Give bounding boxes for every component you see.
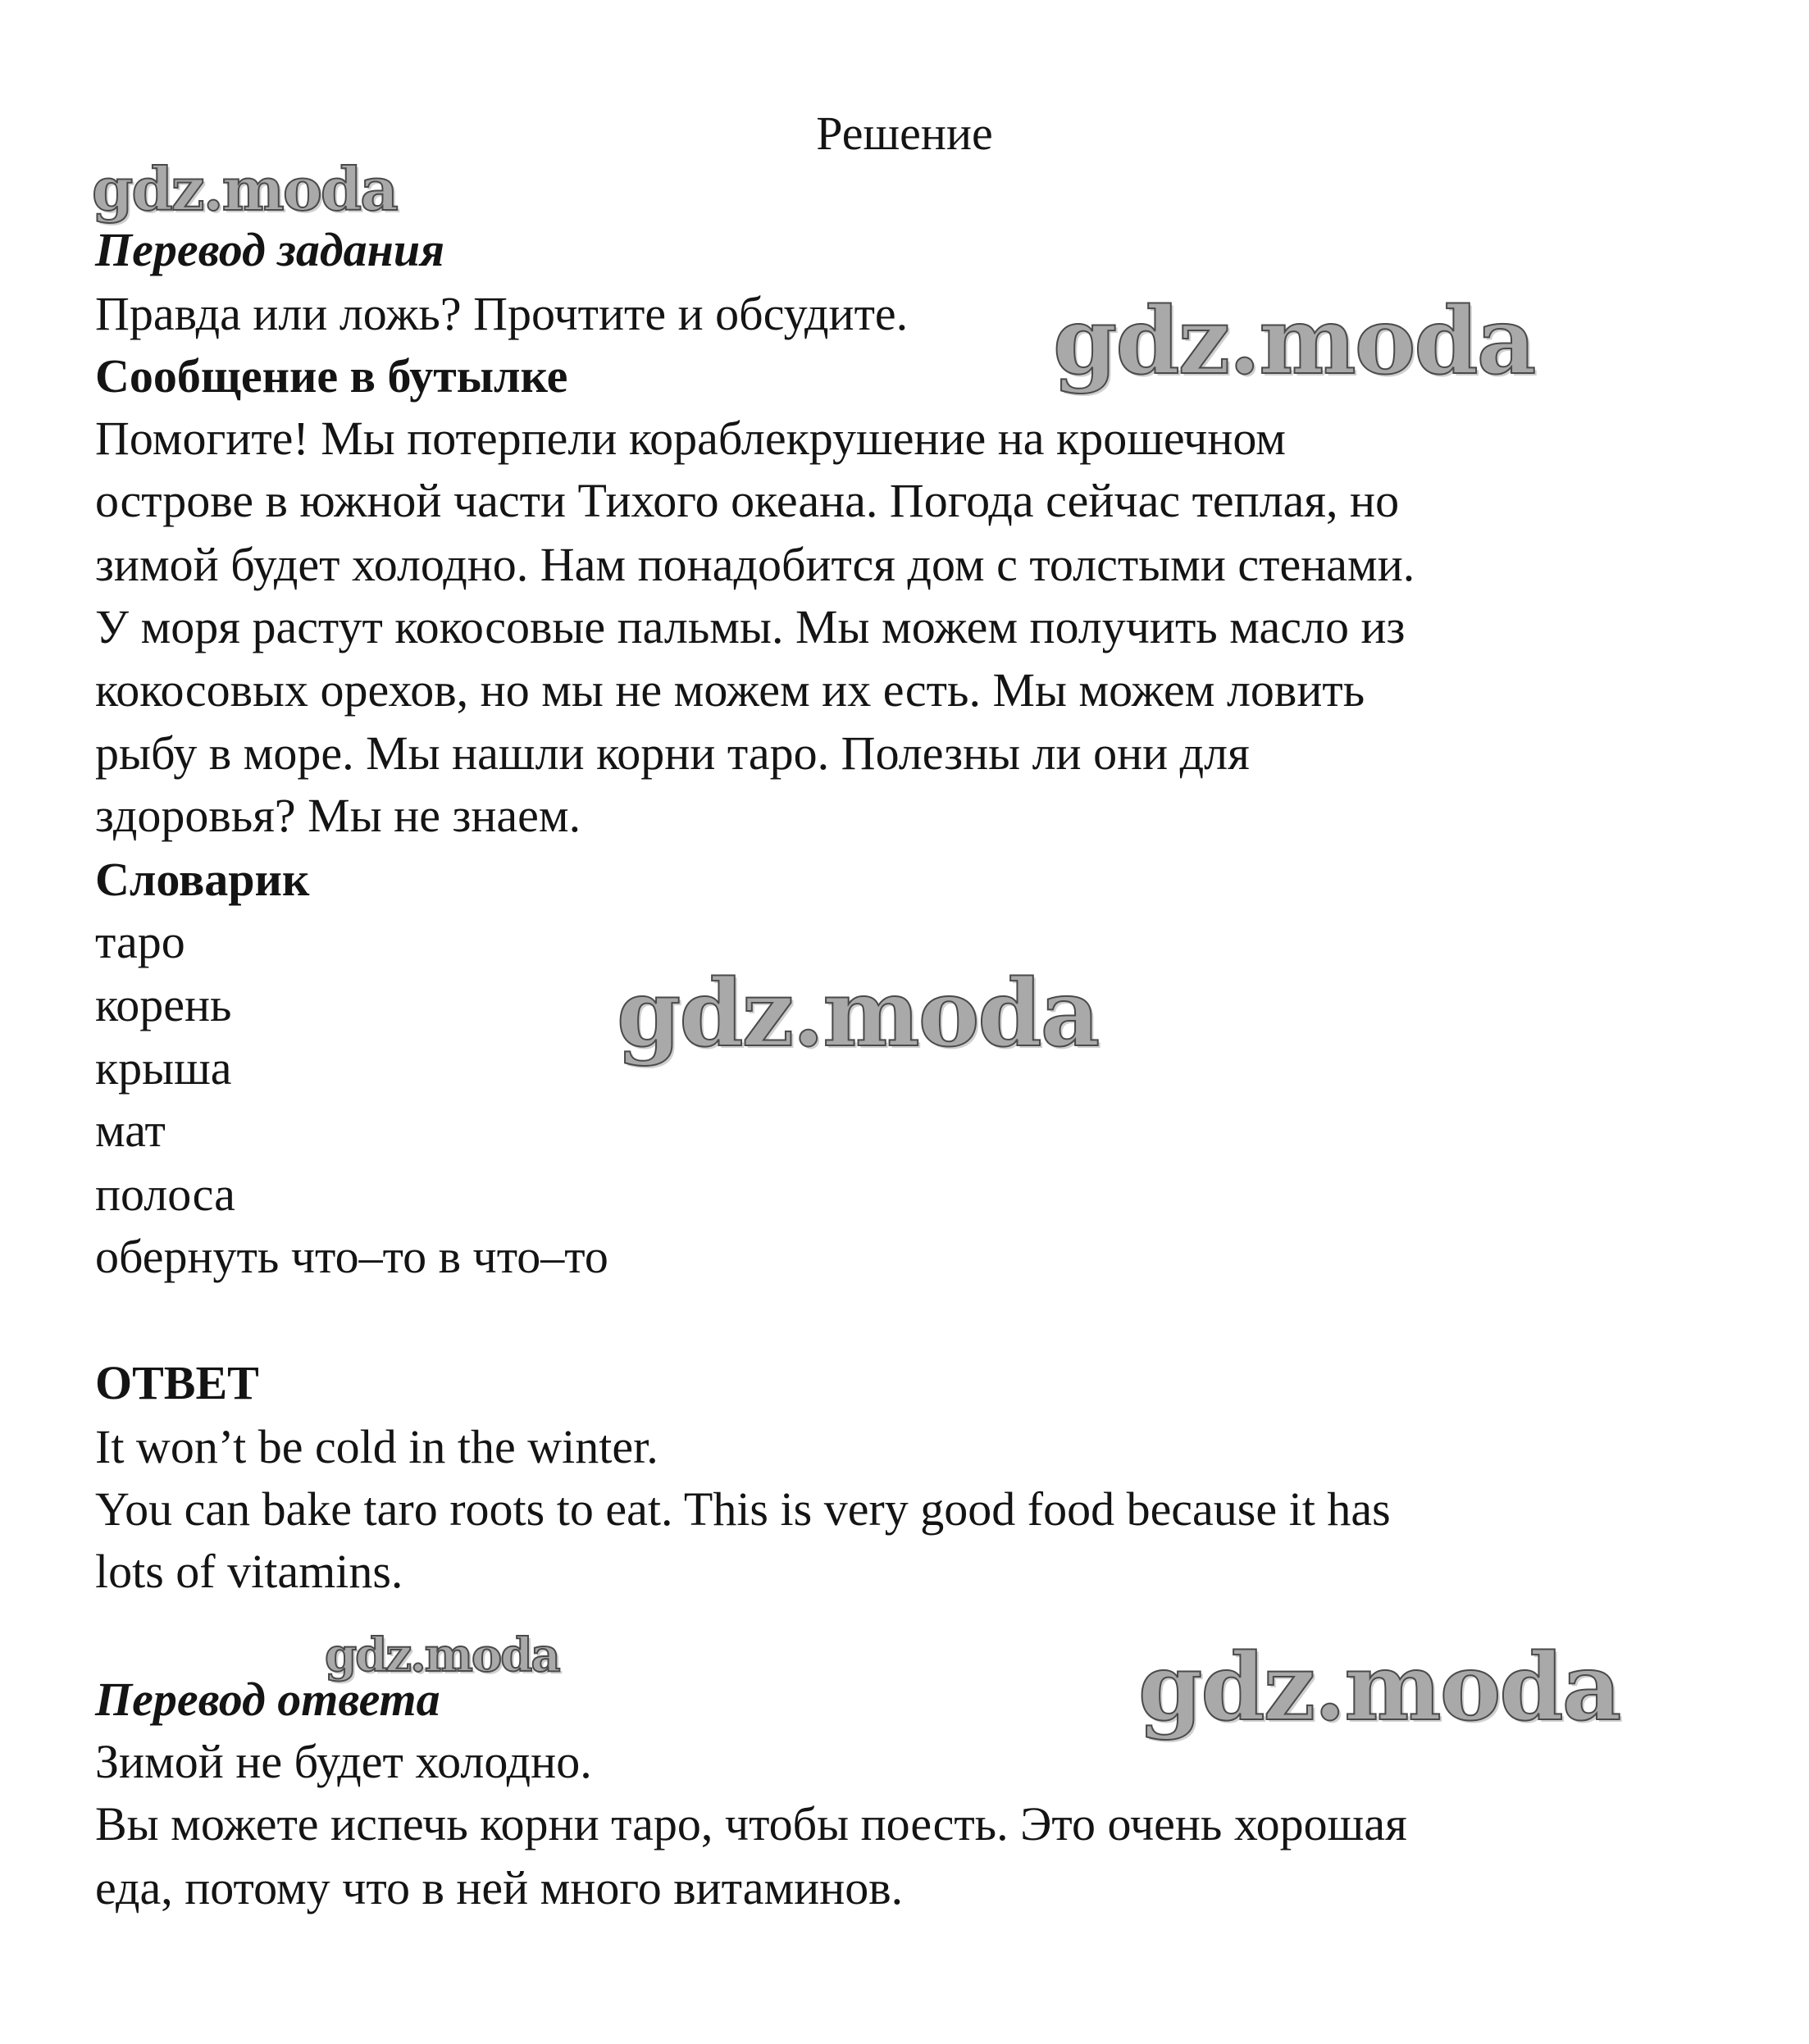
watermark: gdz.moda (325, 1628, 559, 1682)
glossary-heading: Словарик (95, 853, 310, 906)
message-heading: Сообщение в бутылке (95, 349, 568, 403)
glossary-item: обернуть что–то в что–то (95, 1230, 608, 1283)
answer-translation-line: Вы можете испечь корни таро, чтобы поесть. Это очень хорошая (95, 1797, 1407, 1851)
glossary-item: таро (95, 915, 185, 968)
glossary-item: крыша (95, 1041, 232, 1095)
watermark: gdz.moda (617, 960, 1099, 1068)
watermark: gdz.moda (1138, 1634, 1620, 1741)
message-line: зимой будет холодно. Нам понадобится дом с толстыми стенами. (95, 538, 1415, 591)
answer-line: lots of vitamins. (95, 1545, 403, 1598)
glossary-item: корень (95, 978, 232, 1031)
answer-heading: ОТВЕТ (95, 1356, 259, 1409)
message-line: рыбу в море. Мы нашли корни таро. Полезны ли они для (95, 726, 1250, 780)
watermark: gdz.moda (1053, 288, 1535, 395)
message-line: кокосовых орехов, но мы не можем их есть. Мы можем ловить (95, 663, 1365, 717)
glossary-item: полоса (95, 1168, 235, 1221)
message-line: острове в южной части Тихого океана. Погода сейчас теплая, но (95, 474, 1400, 527)
answer-line: It won’t be cold in the winter. (95, 1420, 658, 1473)
message-line: Помогите! Мы потерпели кораблекрушение на крошечном (95, 412, 1286, 465)
answer-line: You can bake taro roots to eat. This is very good food because it has (95, 1482, 1391, 1536)
message-line: здоровья? Мы не знаем. (95, 789, 581, 842)
answer-translation-line: Зимой не будет холодно. (95, 1735, 592, 1788)
answer-translation-heading: Перевод ответа (95, 1673, 440, 1726)
page-title: Решение (816, 107, 993, 160)
task-translation-heading: Перевод задания (95, 223, 444, 276)
task-instruction: Правда или ложь? Прочтите и обсудите. (95, 287, 909, 340)
answer-translation-line: еда, потому что в ней много витаминов. (95, 1861, 904, 1914)
message-line: У моря растут кокосовые пальмы. Мы можем получить масло из (95, 600, 1406, 653)
watermark: gdz.moda (92, 154, 397, 224)
glossary-item: мат (95, 1104, 166, 1157)
